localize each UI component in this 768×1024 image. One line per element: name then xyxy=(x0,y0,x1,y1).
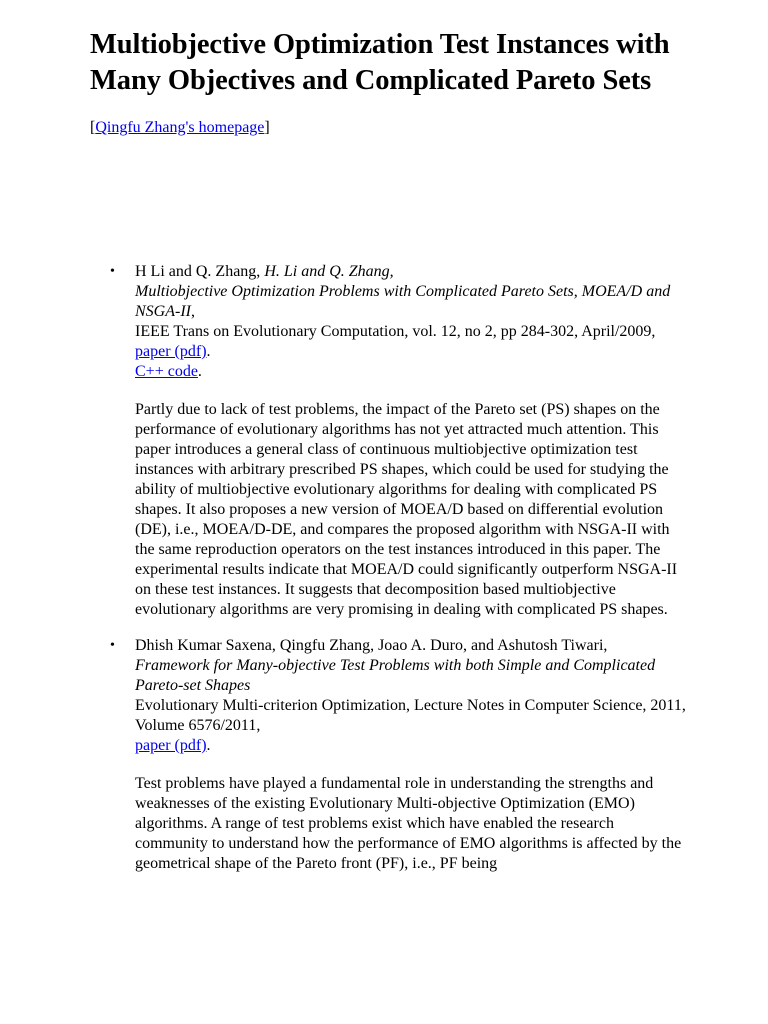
homepage-open-bracket: [ xyxy=(90,119,96,136)
homepage-line xyxy=(90,118,690,138)
homepage-close-bracket: ] xyxy=(264,119,270,136)
publication-authors: Dhish Kumar Saxena, Qingfu Zhang, Joao A. Duro, and Ashutosh Tiwari, xyxy=(135,637,608,654)
publication-authors-italic: H. Li and Q. Zhang, xyxy=(264,263,394,280)
cpp-code-link[interactable]: C++ code xyxy=(135,363,198,380)
publication-title-suffix: , xyxy=(190,303,195,320)
bullet-icon: • xyxy=(110,264,115,279)
bullet-icon: • xyxy=(110,638,115,653)
publication-abstract: Test problems have played a fundamental role in understanding the strengths and weaknesses of the existing Evolutionary Multi-objective Optimization (EMO) algorithms. A range of test problems exist which have enabled the research community to understand how the performance of EMO algorithms is affected by the geometrical shape of the Pareto front (PF), i.e., PF being xyxy=(135,775,682,872)
publication-venue: IEEE Trans on Evolutionary Computation, vol. 12, no 2, pp 284-302, April/2009, xyxy=(135,323,656,340)
paper-pdf-link-suffix: . xyxy=(206,343,211,360)
publication-title: Multiobjective Optimization Problems with Complicated Pareto Sets, MOEA/D and NSGA-II xyxy=(135,283,671,320)
publication-abstract: Partly due to lack of test problems, the impact of the Pareto set (PS) shapes on the performance of evolutionary algorithms has not yet attracted much attention. This paper introduces a general class of continuous multiobjective optimization test instances with arbitrary prescribed PS shapes, which could be used for studying the ability of multiobjective evolutionary algorithms for dealing with complicated PS shapes. It also proposes a new version of MOEA/D based on differential evolution (DE), i.e., MOEA/D-DE, and compares the proposed algorithm with NSGA-II with the same reproduction operators on the test instances introduced in this paper. The experimental results indicate that MOEA/D could significantly outperform NSGA-II on these test instances. It suggests that decomposition based multiobjective evolutionary algorithms are very promising in dealing with complicated PS shapes. xyxy=(135,401,678,618)
publication-citation xyxy=(135,262,690,382)
page-content xyxy=(90,0,690,872)
paper-pdf-link[interactable]: paper (pdf) xyxy=(135,343,207,360)
paper-pdf-link[interactable]: paper (pdf) xyxy=(135,737,207,754)
paper-pdf-link-suffix: . xyxy=(206,737,211,754)
publication-authors: H Li and Q. Zhang, xyxy=(135,263,261,280)
publication-citation xyxy=(135,636,690,756)
homepage-link[interactable]: Qingfu Zhang's homepage xyxy=(95,119,265,136)
publication-list xyxy=(90,262,690,874)
page-title: Multiobjective Optimization Test Instances with Many Objectives and Complicated Pareto Sets xyxy=(90,29,670,96)
publication-item xyxy=(90,262,690,620)
publication-item xyxy=(90,636,690,874)
publication-title: Framework for Many-objective Test Problems with both Simple and Complicated Pareto-set Shapes xyxy=(135,657,656,694)
publication-venue: Evolutionary Multi-criterion Optimization, Lecture Notes in Computer Science, 2011, Volume 6576/2011, xyxy=(135,697,686,734)
cpp-code-link-suffix: . xyxy=(197,363,202,380)
